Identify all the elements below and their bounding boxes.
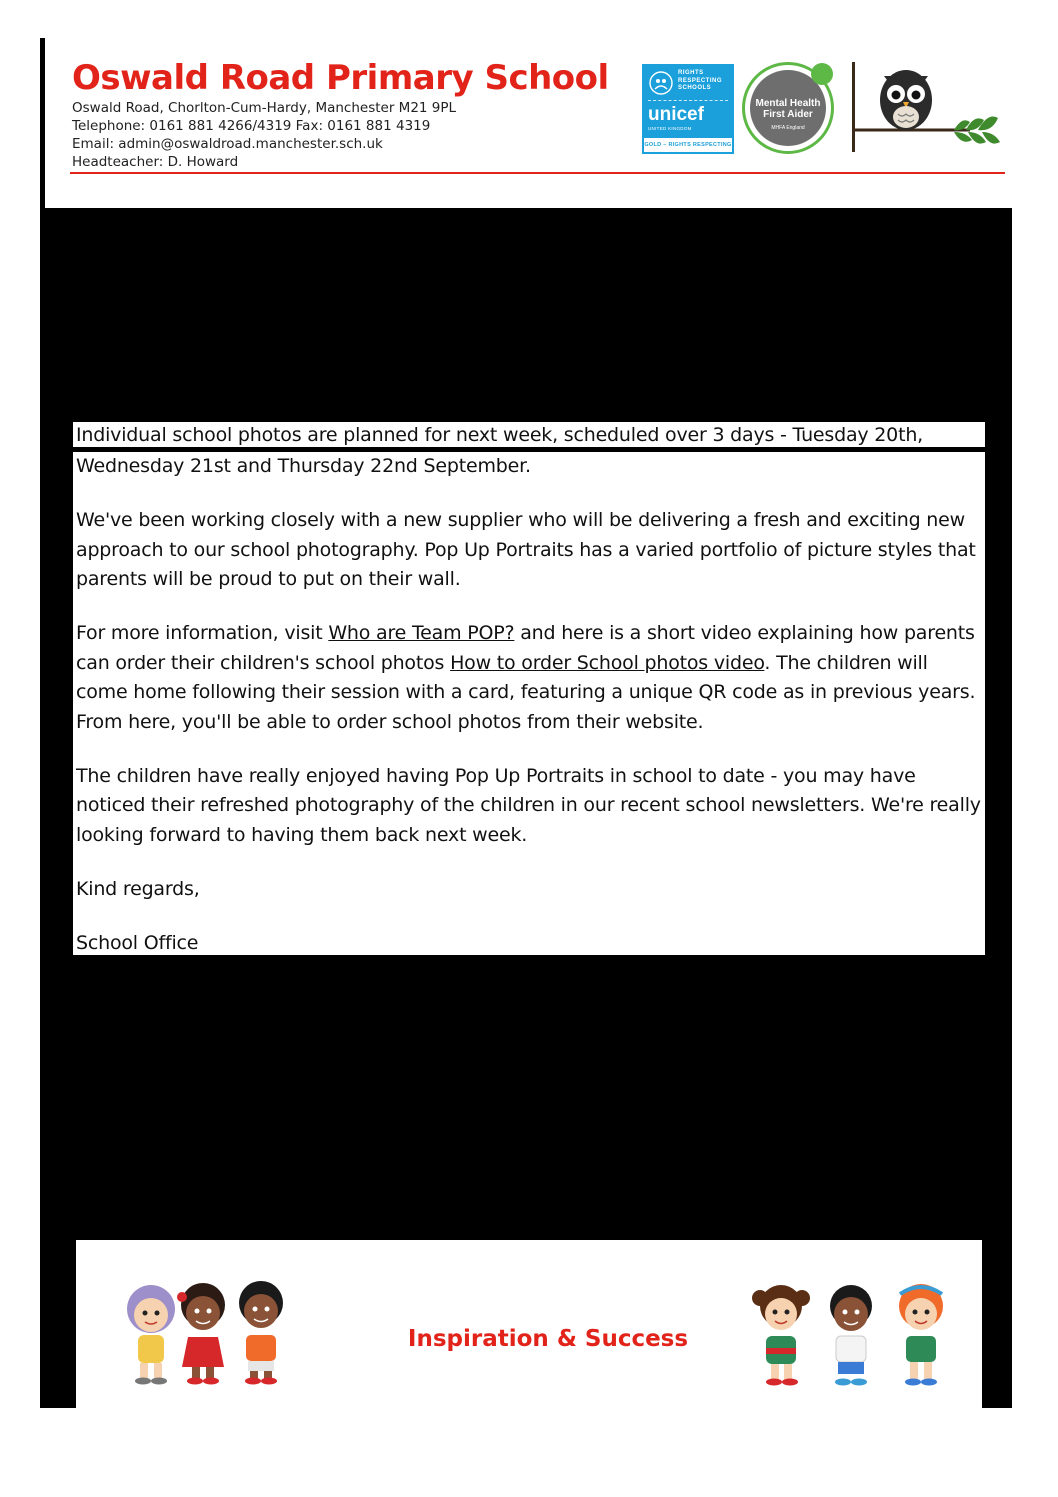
letter-body: [73, 452, 985, 955]
letter-closing: Kind regards,: [76, 877, 200, 900]
rrs-label: RIGHTS RESPECTING SCHOOLS: [678, 70, 723, 91]
address: Oswald Road, Chorlton-Cum-Hardy, Manchester M21 9PL: [72, 100, 457, 116]
owl-on-branch-logo: [850, 62, 1010, 157]
badge-divider: [648, 100, 728, 101]
owl-icon: [880, 70, 932, 130]
letter-paragraph-1: Wednesday 21st and Thursday 22nd September.: [76, 455, 531, 477]
contact-details: [72, 99, 456, 171]
paragraph-3-text-b: and here is a short video explaining how parents can order their children's school photos: [76, 622, 975, 674]
telephone: Telephone: 0161 881 4266/4319 Fax: 0161 881 4319: [72, 118, 431, 134]
letter-first-line: Individual school photos are planned for next week, scheduled over 3 days - Tuesday 20th,: [76, 424, 923, 446]
unicef-wordmark: unicef: [648, 104, 704, 125]
unicef-country: UNITED KINGDOM: [648, 126, 692, 131]
mhfa-sub: MHFA England: [771, 125, 805, 131]
letterhead-divider: [70, 172, 1005, 174]
children-cartoon-right: [744, 1268, 966, 1393]
footer-banner: [76, 1240, 982, 1408]
letter-paragraph-3: [73, 619, 985, 737]
how-to-order-photos-video-link[interactable]: How to order School photos video: [450, 651, 765, 674]
email: Email: admin@oswaldroad.manchester.sch.uk: [72, 136, 383, 152]
unicef-rights-respecting-badge: [642, 64, 734, 154]
letterhead: [70, 52, 1005, 182]
letter-paragraph-4: The children have really enjoyed having Pop Up Portraits in school to date - you may have noticed their refreshed photography of the children in our recent school newsletters. We're really looking forward to having them back next week.: [76, 764, 981, 846]
mhfa-leaf-icon: [811, 63, 833, 85]
child-purple-hair: [127, 1285, 175, 1385]
school-motto: Inspiration & Success: [407, 1326, 689, 1352]
left-margin-rule: [40, 38, 45, 208]
unicef-globe-icon: [648, 70, 674, 96]
school-name: Oswald Road Primary School: [72, 58, 609, 98]
letter-paragraph-2: We've been working closely with a new supplier who will be delivering a fresh and exciting new approach to our school photography. Pop Up Portraits has a varied portfolio of picture styles that parents will be proud to put on their wall.: [76, 509, 976, 590]
letter-first-line-box: [73, 422, 985, 449]
mental-health-first-aider-badge: [742, 62, 834, 154]
who-are-team-pop-link[interactable]: Who are Team POP?: [328, 622, 515, 644]
child-pigtails: [752, 1285, 810, 1386]
child-orange-top: [239, 1281, 283, 1385]
paragraph-3-text-a: For more information, visit: [76, 622, 329, 644]
unicef-award-level: GOLD – RIGHTS RESPECTING: [644, 138, 732, 152]
mhfa-title: Mental Health First Aider: [755, 98, 821, 120]
letter-signature: School Office: [76, 931, 199, 954]
paragraph-3-text-c: . The children will come home following their session with a card, featuring a unique QR code as in previous years. From here, you'll be able to order school photos from their website.: [76, 651, 976, 733]
headteacher: Headteacher: D. Howard: [72, 154, 239, 170]
child-red-dress: [177, 1283, 225, 1385]
branch-post: [852, 62, 855, 152]
child-white-shirt: [830, 1285, 872, 1386]
child-ginger-hair: [899, 1284, 943, 1386]
children-cartoon-left: [96, 1265, 316, 1390]
